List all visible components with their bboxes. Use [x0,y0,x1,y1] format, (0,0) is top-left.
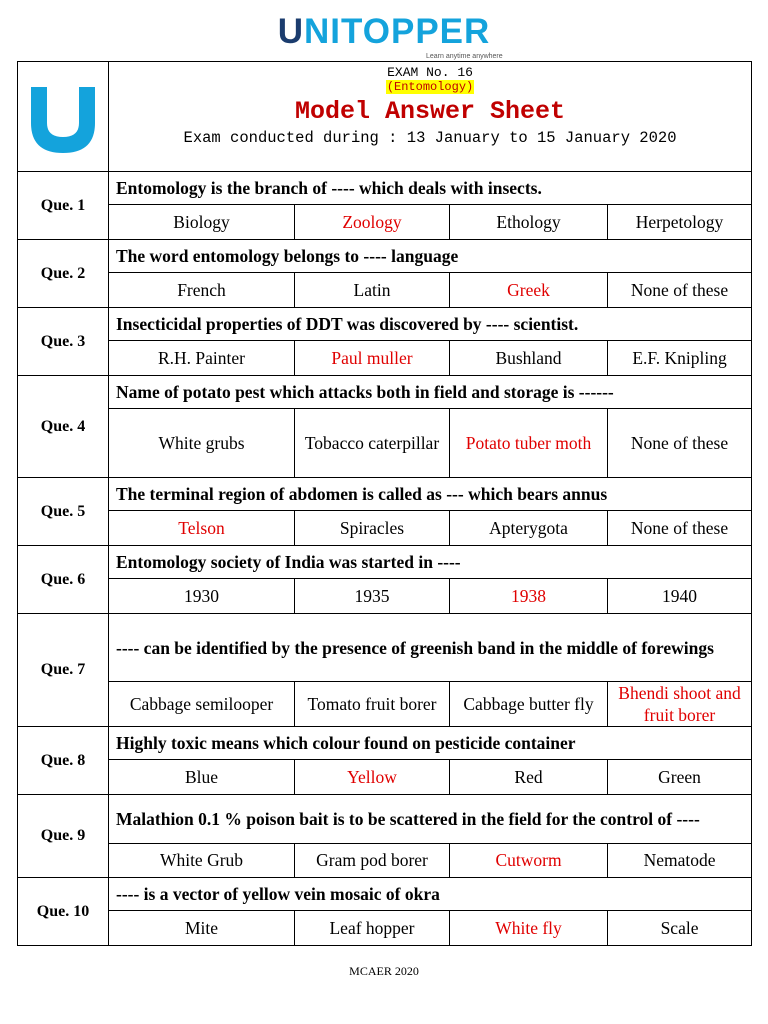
exam-header-cell [109,62,752,172]
options-row [18,911,752,946]
answer-sheet-table [17,61,752,946]
question-text: ---- is a vector of yellow vein mosaic of okra [109,878,752,911]
question-text: The word entomology belongs to ---- language [109,240,752,273]
option: Bushland [450,341,608,376]
question-row [18,795,752,844]
option: Red [450,760,608,795]
unitopper-logo-icon [27,71,99,157]
exam-dates: Exam conducted during : 13 January to 15 January 2020 [183,129,677,147]
option: Latin [295,273,450,308]
question-text: The terminal region of abdomen is called as --- which bears annus [109,478,752,511]
question-text: Insecticidal properties of DDT was discovered by ---- scientist. [109,308,752,341]
options-row [18,273,752,308]
question-text: Entomology society of India was started in ---- [109,546,752,579]
question-text: Name of potato pest which attacks both in field and storage is ------ [109,376,752,409]
correct-option: Greek [450,273,608,308]
question-row [18,878,752,911]
option: Scale [608,911,752,946]
option: 1930 [109,579,295,614]
exam-subject [109,80,751,94]
question-number: Que. 5 [18,478,109,546]
options-row [18,579,752,614]
question-row [18,727,752,760]
question-number: Que. 8 [18,727,109,795]
option: French [109,273,295,308]
question-row [18,376,752,409]
options-row [18,760,752,795]
header-row [18,62,752,172]
brand-tagline: Learn anytime anywhere [426,53,503,60]
options-row [18,409,752,478]
brand-name-rest: NITOPPER [304,12,491,51]
option: Biology [109,205,295,240]
option: E.F. Knipling [608,341,752,376]
option: Leaf hopper [295,911,450,946]
correct-option: Paul muller [295,341,450,376]
question-row [18,240,752,273]
question-row [18,478,752,511]
brand-header [0,12,768,60]
option: White Grub [109,844,295,878]
correct-option: White fly [450,911,608,946]
question-number: Que. 7 [18,614,109,727]
option: Ethology [450,205,608,240]
question-row [18,172,752,205]
option: Gram pod borer [295,844,450,878]
question-text: Malathion 0.1 % poison bait is to be scattered in the field for the control of ---- [109,795,752,844]
question-text: Highly toxic means which colour found on pesticide container [109,727,752,760]
option: White grubs [109,409,295,478]
brand-initial: U [277,12,304,51]
option: 1935 [295,579,450,614]
correct-option: Potato tuber moth [450,409,608,478]
option: Nematode [608,844,752,878]
question-text: ---- can be identified by the presence of greenish band in the middle of forewings [109,614,752,682]
options-row [18,511,752,546]
correct-option: Yellow [295,760,450,795]
question-number: Que. 6 [18,546,109,614]
option: Apterygota [450,511,608,546]
option: Herpetology [608,205,752,240]
question-number: Que. 9 [18,795,109,878]
question-row [18,308,752,341]
option: None of these [608,409,752,478]
option: R.H. Painter [109,341,295,376]
option: None of these [608,511,752,546]
brand-logo-text [0,12,768,52]
logo-cell [18,62,109,172]
question-number: Que. 2 [18,240,109,308]
option: Green [608,760,752,795]
question-number: Que. 3 [18,308,109,376]
option: Spiracles [295,511,450,546]
option: 1940 [608,579,752,614]
question-row [18,546,752,579]
question-row [18,614,752,682]
correct-option: Telson [109,511,295,546]
option: Tobacco caterpillar [295,409,450,478]
option: Tomato fruit borer [295,682,450,727]
correct-option: 1938 [450,579,608,614]
options-row [18,844,752,878]
option: None of these [608,273,752,308]
question-number: Que. 10 [18,878,109,946]
option: Blue [109,760,295,795]
question-text: Entomology is the branch of ---- which deals with insects. [109,172,752,205]
correct-option: Cutworm [450,844,608,878]
footer-text: MCAER 2020 [349,964,419,978]
exam-number: EXAM No. 16 [387,65,473,80]
option: Cabbage butter fly [450,682,608,727]
correct-option: Zoology [295,205,450,240]
question-number: Que. 4 [18,376,109,478]
option: Cabbage semilooper [109,682,295,727]
options-row [18,205,752,240]
correct-option: Bhendi shoot and fruit borer [608,682,752,727]
options-row [18,341,752,376]
page-title: Model Answer Sheet [295,97,566,126]
subject-highlight: (Entomology) [386,80,474,94]
option: Mite [109,911,295,946]
options-row [18,682,752,727]
question-number: Que. 1 [18,172,109,240]
